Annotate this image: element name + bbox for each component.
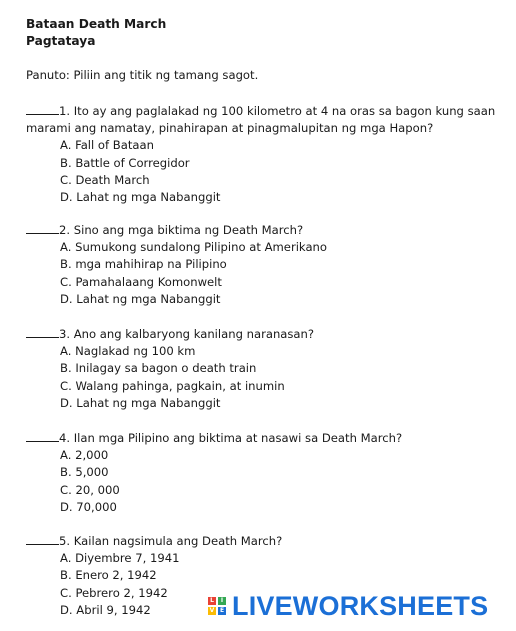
logo-letter-e: E [219, 607, 225, 614]
choice-b: B. Battle of Corregidor [60, 155, 190, 170]
liveworksheets-logo [208, 591, 488, 621]
choice-d: D. Lahat ng mga Nabanggit [60, 190, 221, 205]
choice-list [26, 447, 506, 516]
logo-letter-l: L [208, 597, 216, 605]
question-text: 5. Kailan nagsimula ang Death March? [59, 534, 283, 548]
choice-d: D. Lahat ng mga Nabanggit [60, 291, 221, 306]
choice-b: B. Enero 2, 1942 [60, 568, 157, 583]
choice-list [26, 137, 506, 206]
worksheet-title: Bataan Death March [26, 17, 167, 31]
choice-b: B. Inilagay sa bagon o death train [60, 361, 257, 376]
answer-blank-5[interactable] [26, 532, 59, 545]
answer-blank-3[interactable] [26, 325, 59, 338]
choice-a: A. Naglakad ng 100 km [60, 344, 196, 359]
question-text: 1. Ito ay ang paglalakad ng 100 kilometro at 4 na oras sa bagon kung saan marami ang namatay, pinahirapan at pinagmalupitan ng mga Hapon? [26, 104, 499, 136]
logo-letter-i: I [218, 597, 226, 605]
answer-blank-2[interactable] [26, 221, 59, 234]
choice-d: D. Abril 9, 1942 [60, 602, 151, 617]
logo-icon [208, 597, 226, 615]
question-1 [26, 102, 506, 206]
choice-a: A. Sumukong sundalong Pilipino at Amerikano [60, 240, 327, 255]
choice-d: D. 70,000 [60, 499, 117, 514]
question-4 [26, 429, 506, 516]
choice-c: C. Pamahalaang Komonwelt [60, 274, 222, 289]
answer-blank-4[interactable] [26, 429, 59, 442]
choice-c: C. Walang pahinga, pagkain, at inumin [60, 378, 285, 393]
choice-c: C. Pebrero 2, 1942 [60, 585, 168, 600]
worksheet-subtitle: Pagtataya [26, 34, 96, 48]
choice-b: B. mga mahihirap na Pilipino [60, 257, 227, 272]
question-text: 3. Ano ang kalbaryong kanilang naranasan? [59, 327, 315, 341]
choice-c: C. Death March [60, 172, 150, 187]
answer-blank-1[interactable] [26, 102, 59, 115]
choice-a: A. Diyembre 7, 1941 [60, 551, 180, 566]
choice-b: B. 5,000 [60, 465, 109, 480]
choice-a: A. 2,000 [60, 448, 109, 463]
choice-d: D. Lahat ng mga Nabanggit [60, 395, 221, 410]
worksheet-header [26, 16, 166, 50]
choice-list [26, 239, 506, 308]
choice-a: A. Fall of Bataan [60, 138, 154, 153]
logo-wordmark: LIVEWORKSHEETS [232, 591, 489, 621]
choice-c: C. 20, 000 [60, 482, 120, 497]
question-3 [26, 325, 506, 412]
question-text: 2. Sino ang mga biktima ng Death March? [59, 223, 304, 237]
question-text: 4. Ilan mga Pilipino ang biktima at nasawi sa Death March? [59, 431, 403, 445]
instructions: Panuto: Piliin ang titik ng tamang sagot. [26, 68, 259, 82]
choice-list [26, 343, 506, 412]
logo-letter-v: V [209, 607, 215, 614]
question-2 [26, 221, 506, 308]
